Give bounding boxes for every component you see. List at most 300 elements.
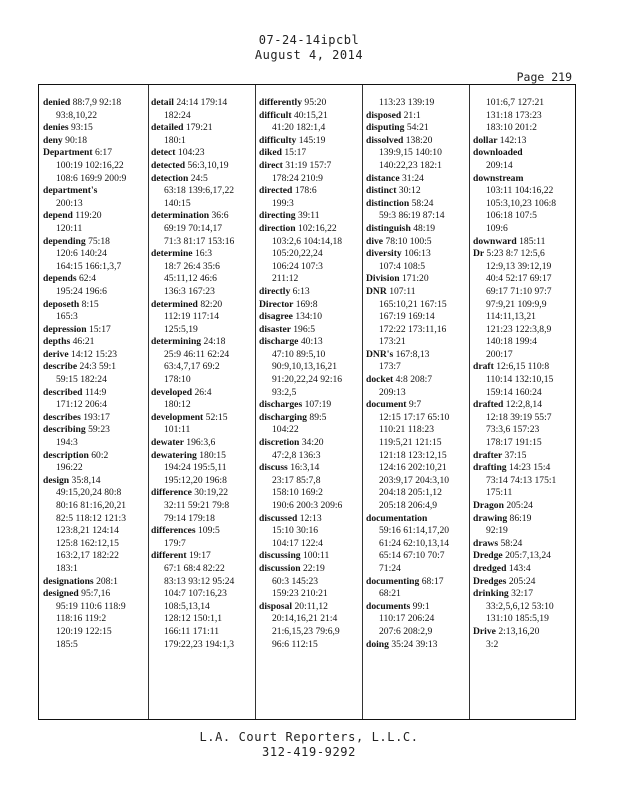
transcript-date: August 4, 2014 [254,48,364,62]
index-term: description [43,449,89,461]
index-refs: 30:19,22 [194,487,229,499]
index-continuation: 120:19 122:15 [56,625,112,637]
index-continuation: 3:2 [486,638,499,650]
index-continuation: 114:11,13,21 [486,311,536,323]
index-entry [43,236,150,249]
index-refs: 54:21 [406,122,429,134]
index-entry [151,437,258,450]
index-continuation: 178:24 210:9 [272,172,323,184]
index-entry [473,236,580,249]
index-entry [43,122,150,135]
reporter-name: L.A. Court Reporters, L.L.C. [199,730,419,744]
index-entry [366,639,473,652]
index-continuation: 120:11 [56,222,83,234]
index-refs: 31:19 157:7 [285,159,332,171]
index-continuation: 207:6 208:2,9 [379,625,433,637]
index-continuation: 79:14 179:18 [164,512,215,524]
index-entry [151,248,258,261]
index-entry [259,324,366,337]
index-refs: 39:11 [298,210,320,222]
index-continuation: 100:19 102:16,22 [56,159,124,171]
index-term: determining [151,336,202,348]
index-continuation: 12:15 17:17 65:10 [379,411,450,423]
index-refs: 9:7 [408,399,422,411]
index-continuation: 41:20 182:1,4 [272,122,326,134]
index-continuation: 199:3 [272,197,294,209]
index-entry [473,576,580,589]
index-refs: 12:13 [299,512,322,524]
index-continuation: 125:8 162:12,15 [56,537,119,549]
index-continuation: 49:15,20,24 80:8 [56,487,122,499]
index-term: discharges [259,399,303,411]
index-term: directly [259,285,291,297]
index-refs: 60:2 [91,449,109,461]
index-refs: 34:20 [301,437,324,449]
index-entry [473,513,580,526]
index-term: document [366,399,407,411]
index-term: discuss [259,462,288,474]
index-entry [151,550,258,563]
index-refs: 15:17 [88,323,111,335]
index-continuation: 25:9 46:11 62:24 [164,348,230,360]
index-continuation: 166:11 171:11 [164,625,219,637]
index-continuation: 63:4,7,17 69:2 [164,361,220,373]
index-refs: 26:4 [194,386,212,398]
index-refs: 169:8 [295,298,318,310]
index-refs: 104:23 [177,147,205,159]
index-refs: 109:5 [197,525,220,537]
index-continuation: 106:24 107:3 [272,260,323,272]
index-refs: 179:21 [185,122,213,134]
index-continuation: 119:5,21 121:15 [379,437,442,449]
index-continuation: 104:17 122:4 [272,537,323,549]
index-refs: 22:19 [303,562,325,574]
index-continuation: 60:3 145:23 [272,575,319,587]
index-continuation: 104:22 [272,424,299,436]
index-term: documents [366,600,411,612]
index-entry [43,299,150,312]
index-term: distance [366,172,400,184]
index-continuation: 73:14 74:13 175:1 [486,474,557,486]
index-entry [43,412,150,425]
index-entry [151,450,258,463]
column-divider [469,85,470,719]
index-term: detected [151,159,186,171]
index-continuation: 61:24 62:10,13,14 [379,537,450,549]
index-continuation: 110:21 118:23 [379,424,434,436]
index-continuation: 71:3 81:17 153:16 [164,235,235,247]
index-refs: 48:19 [413,222,436,234]
index-entry [259,462,366,475]
index-term: difficulty [259,134,297,146]
index-continuation: 200:13 [56,197,83,209]
index-continuation: 190:6 200:3 209:6 [272,500,343,511]
index-term: depression [43,323,87,335]
index-term: Dr [473,248,485,260]
index-entry [259,147,366,160]
index-entry [43,450,150,463]
index-refs: 31:24 [401,172,424,184]
index-continuation: 93:8,10,22 [56,109,98,121]
index-entry [366,286,473,299]
column-divider [148,85,149,719]
index-continuation: 173:7 [379,361,401,373]
index-term: derive [43,348,69,360]
index-refs: 90:18 [65,134,87,146]
index-entry [259,135,366,148]
index-term: detect [151,147,176,159]
index-term: distinction [366,197,410,209]
index-continuation: 205:18 206:4,9 [379,500,438,511]
index-refs: 4:8 208:7 [395,374,433,386]
index-continuation: 108:5,13,14 [164,600,210,612]
index-continuation: 209:14 [486,159,513,171]
index-term: distinguish [366,222,411,234]
index-refs: 75:18 [88,235,110,247]
index-term: docket [366,374,394,386]
index-refs: 143:4 [508,562,531,574]
index-refs: 37:15 [504,449,527,461]
index-continuation: 45:11,12 46:6 [164,273,217,285]
index-term: dollar [473,134,498,146]
index-entry [473,500,580,513]
index-refs: 142:13 [499,134,527,146]
index-term: documenting [366,575,420,587]
index-term: determination [151,210,210,222]
index-column-1 [43,97,150,651]
index-refs: 58:24 [500,537,523,549]
index-continuation: 67:1 68:4 82:22 [164,562,225,574]
index-term: dredged [473,562,507,574]
index-refs: 106:13 [404,248,431,260]
index-entry [43,361,150,374]
index-continuation: 159:14 160:24 [486,386,542,398]
index-term: downward [473,235,517,247]
index-term: diked [259,147,282,159]
index-term: determined [151,298,198,310]
index-entry [473,248,580,261]
index-continuation: 178:10 [164,374,191,386]
index-term: discussing [259,550,301,562]
index-entry [473,550,580,563]
index-continuation: 211:12 [272,273,299,285]
index-refs: 24:3 59:1 [79,361,117,373]
index-continuation: 59:3 86:19 87:14 [379,210,445,222]
index-term: describes [43,411,81,423]
index-continuation: 196:22 [56,462,83,474]
index-entry [43,576,150,589]
index-term: disposed [366,109,402,121]
index-continuation: 83:13 93:12 95:24 [164,575,235,587]
index-continuation: 139:9,15 140:10 [379,147,442,159]
index-refs: 20:11,12 [294,600,328,612]
page-number: Page 219 [516,70,572,84]
index-continuation: 182:24 [164,109,191,121]
index-refs: 82:20 [200,298,223,310]
index-term: development [151,411,204,423]
index-refs: 8:15 [81,298,99,310]
index-entry [43,387,150,400]
index-term: downloaded [473,147,523,159]
index-refs: 68:17 [421,575,444,587]
index-entry [43,135,150,148]
index-continuation: 113:23 139:19 [379,97,435,108]
index-entry [43,424,150,437]
index-entry [43,336,150,349]
index-entry [259,513,366,526]
index-refs: 12:6,15 110:8 [496,361,550,373]
index-term: Director [259,298,294,310]
index-continuation: 124:16 202:10,21 [379,462,447,474]
index-entry [366,513,473,526]
index-refs: 196:5 [293,323,316,335]
index-refs: 100:11 [303,550,330,562]
index-refs: 2:13,16,20 [498,625,540,637]
index-term: disposal [259,600,293,612]
index-term: describe [43,361,78,373]
index-refs: 193:17 [83,411,110,423]
index-term: draft [473,361,494,373]
index-entry [151,525,258,538]
index-entry [43,588,150,601]
index-continuation: 69:19 70:14,17 [164,222,223,234]
index-refs: 5:23 8:7 12:5,6 [486,248,545,260]
reporter-phone: 312-419-9292 [262,745,356,759]
index-continuation: 105:3,10,23 106:8 [486,197,557,209]
index-entry [366,110,473,123]
index-continuation: 194:24 195:5,11 [164,462,227,474]
index-term: Dredge [473,550,503,562]
index-entry [366,135,473,148]
column-divider [362,85,363,719]
index-refs: 24:5 [190,172,208,184]
index-entry [366,198,473,211]
index-term: detail [151,97,174,108]
index-refs: 145:19 [298,134,326,146]
index-entry [259,601,366,614]
index-refs: 205:24 [508,575,536,587]
index-entry [151,336,258,349]
index-continuation: 101:6,7 127:21 [486,97,545,108]
index-entry [473,588,580,601]
index-entry [259,286,366,299]
index-term: depends [43,273,77,285]
index-continuation: 101:11 [164,424,191,436]
index-term: disputing [366,122,405,134]
index-term: determine [151,248,193,260]
index-term: depending [43,235,86,247]
index-entry [259,399,366,412]
index-entry [366,601,473,614]
index-term: dissolved [366,134,404,146]
index-refs: 205:7,13,24 [505,550,551,562]
index-refs: 89:5 [309,411,327,423]
index-continuation: 106:18 107:5 [486,210,537,222]
index-continuation: 183:10 201:2 [486,122,537,134]
index-entry [473,173,580,186]
index-term: disaster [259,323,291,335]
index-term: discharge [259,336,299,348]
index-continuation: 97:9,21 109:9,9 [486,298,547,310]
index-entry [259,412,366,425]
index-term: denies [43,122,69,134]
index-term: depend [43,210,73,222]
index-refs: 12:2,8,14 [505,399,543,411]
index-refs: 52:15 [205,411,228,423]
index-entry [259,160,366,173]
index-refs: 95:20 [304,97,327,108]
index-refs: 208:1 [96,575,118,587]
index-continuation: 110:14 132:10,15 [486,374,554,386]
index-entry [151,412,258,425]
index-refs: 93:15 [71,122,93,134]
index-term: direct [259,159,283,171]
index-entry [473,462,580,475]
index-entry [473,563,580,576]
index-continuation: 195:12,20 196:8 [164,474,227,486]
index-entry [366,223,473,236]
index-term: drafter [473,449,503,461]
index-entry [259,185,366,198]
index-continuation: 82:5 118:12 121:3 [56,512,126,524]
index-term: designations [43,575,94,587]
index-term: different [151,550,187,562]
index-term: Dragon [473,500,504,511]
index-continuation: 163:2,17 182:22 [56,550,119,562]
index-entry [473,538,580,551]
index-entry [259,563,366,576]
index-continuation: 93:2,5 [272,386,297,398]
index-continuation: 180:12 [164,399,191,411]
index-entry [259,299,366,312]
index-refs: 138:20 [405,134,433,146]
index-continuation: 68:21 [379,588,401,600]
index-continuation: 158:10 169:2 [272,487,323,499]
index-refs: 6:17 [94,147,113,159]
index-continuation: 65:14 67:10 70:7 [379,550,445,562]
index-continuation: 165:10,21 167:15 [379,298,447,310]
index-entry [259,210,366,223]
index-continuation: 92:19 [486,525,508,537]
index-continuation: 200:17 [486,348,513,360]
index-continuation: 112:19 117:14 [164,311,219,323]
index-term: drinking [473,588,509,600]
index-refs: 40:13 [300,336,323,348]
index-refs: 78:10 100:5 [385,235,432,247]
index-term: dewatering [151,449,197,461]
index-continuation: 128:12 150:1,1 [164,613,223,625]
index-refs: 114:9 [84,386,107,398]
index-continuation: 63:18 139:6,17,22 [164,185,235,197]
index-term: depths [43,336,71,348]
index-continuation: 185:5 [56,638,78,650]
index-refs: 16:3 [194,248,213,260]
index-refs: 107:19 [304,399,332,411]
index-continuation: 59:15 182:24 [56,374,107,386]
index-continuation: 12:18 39:19 55:7 [486,411,552,423]
index-term: difference [151,487,192,499]
index-refs: 24:14 179:14 [176,97,228,108]
index-continuation: 131:18 173:23 [486,109,542,121]
index-term: disagree [259,311,293,323]
index-continuation: 136:3 167:23 [164,285,215,297]
index-continuation: 180:1 [164,134,186,146]
index-refs: 6:13 [292,285,310,297]
index-entry [366,374,473,387]
index-term: deposeth [43,298,80,310]
index-entry [43,97,150,110]
index-refs: 185:11 [519,235,546,247]
index-term: designed [43,588,79,600]
transcript-id: 07-24-14ipcbl [258,33,360,47]
index-continuation: 204:18 205:1,12 [379,487,442,499]
index-refs: 88:7,9 92:18 [72,97,122,108]
index-continuation: 159:23 210:21 [272,588,328,600]
index-continuation: 107:4 108:5 [379,260,426,272]
index-continuation: 109:6 [486,222,508,234]
index-entry [151,160,258,173]
index-term: DNR's [366,348,394,360]
index-entry [259,550,366,563]
index-entry [473,626,580,639]
index-entry [366,236,473,249]
index-continuation: 90:9,10,13,16,21 [272,361,338,373]
index-entry [259,437,366,450]
index-continuation: 73:3,6 157:23 [486,424,540,436]
index-continuation: 194:3 [56,437,78,449]
index-entry [473,147,580,160]
index-term: discretion [259,437,300,449]
index-entry [366,349,473,362]
index-continuation: 140:15 [164,197,191,209]
index-continuation: 203:9,17 204:3,10 [379,474,450,486]
index-refs: 16:3,14 [290,462,320,474]
index-continuation: 23:17 85:7,8 [272,474,321,486]
index-refs: 95:7,16 [81,588,111,600]
index-refs: 14:23 15:4 [508,462,551,474]
index-continuation: 95:19 110:6 118:9 [56,600,126,612]
index-continuation: 71:24 [379,562,401,574]
column-divider [255,85,256,719]
index-term: denied [43,97,71,108]
index-entry [473,361,580,374]
index-entry [366,399,473,412]
index-continuation: 179:22,23 194:1,3 [164,638,235,650]
index-refs: 32:17 [511,588,533,600]
index-entry [366,248,473,261]
index-refs: 167:8,13 [395,348,430,360]
index-continuation: 12:9,13 39:12,19 [486,260,552,272]
index-continuation: 105:20,22,24 [272,248,323,260]
index-entry [151,210,258,223]
index-term: deny [43,134,63,146]
index-term: drafting [473,462,507,474]
index-term: drafted [473,399,504,411]
index-entry [43,147,150,160]
index-refs: 178:6 [294,185,317,197]
index-entry [151,487,258,500]
index-continuation: 20:14,16,21 21:4 [272,613,338,625]
index-continuation: 171:12 206:4 [56,399,107,411]
index-entry [259,311,366,324]
index-entry [151,387,258,400]
index-term: developed [151,386,193,398]
index-term: directed [259,185,293,197]
index-term: distinct [366,185,397,197]
index-column-4 [366,97,473,651]
index-continuation: 103:2,6 104:14,18 [272,235,343,247]
index-entry [43,273,150,286]
